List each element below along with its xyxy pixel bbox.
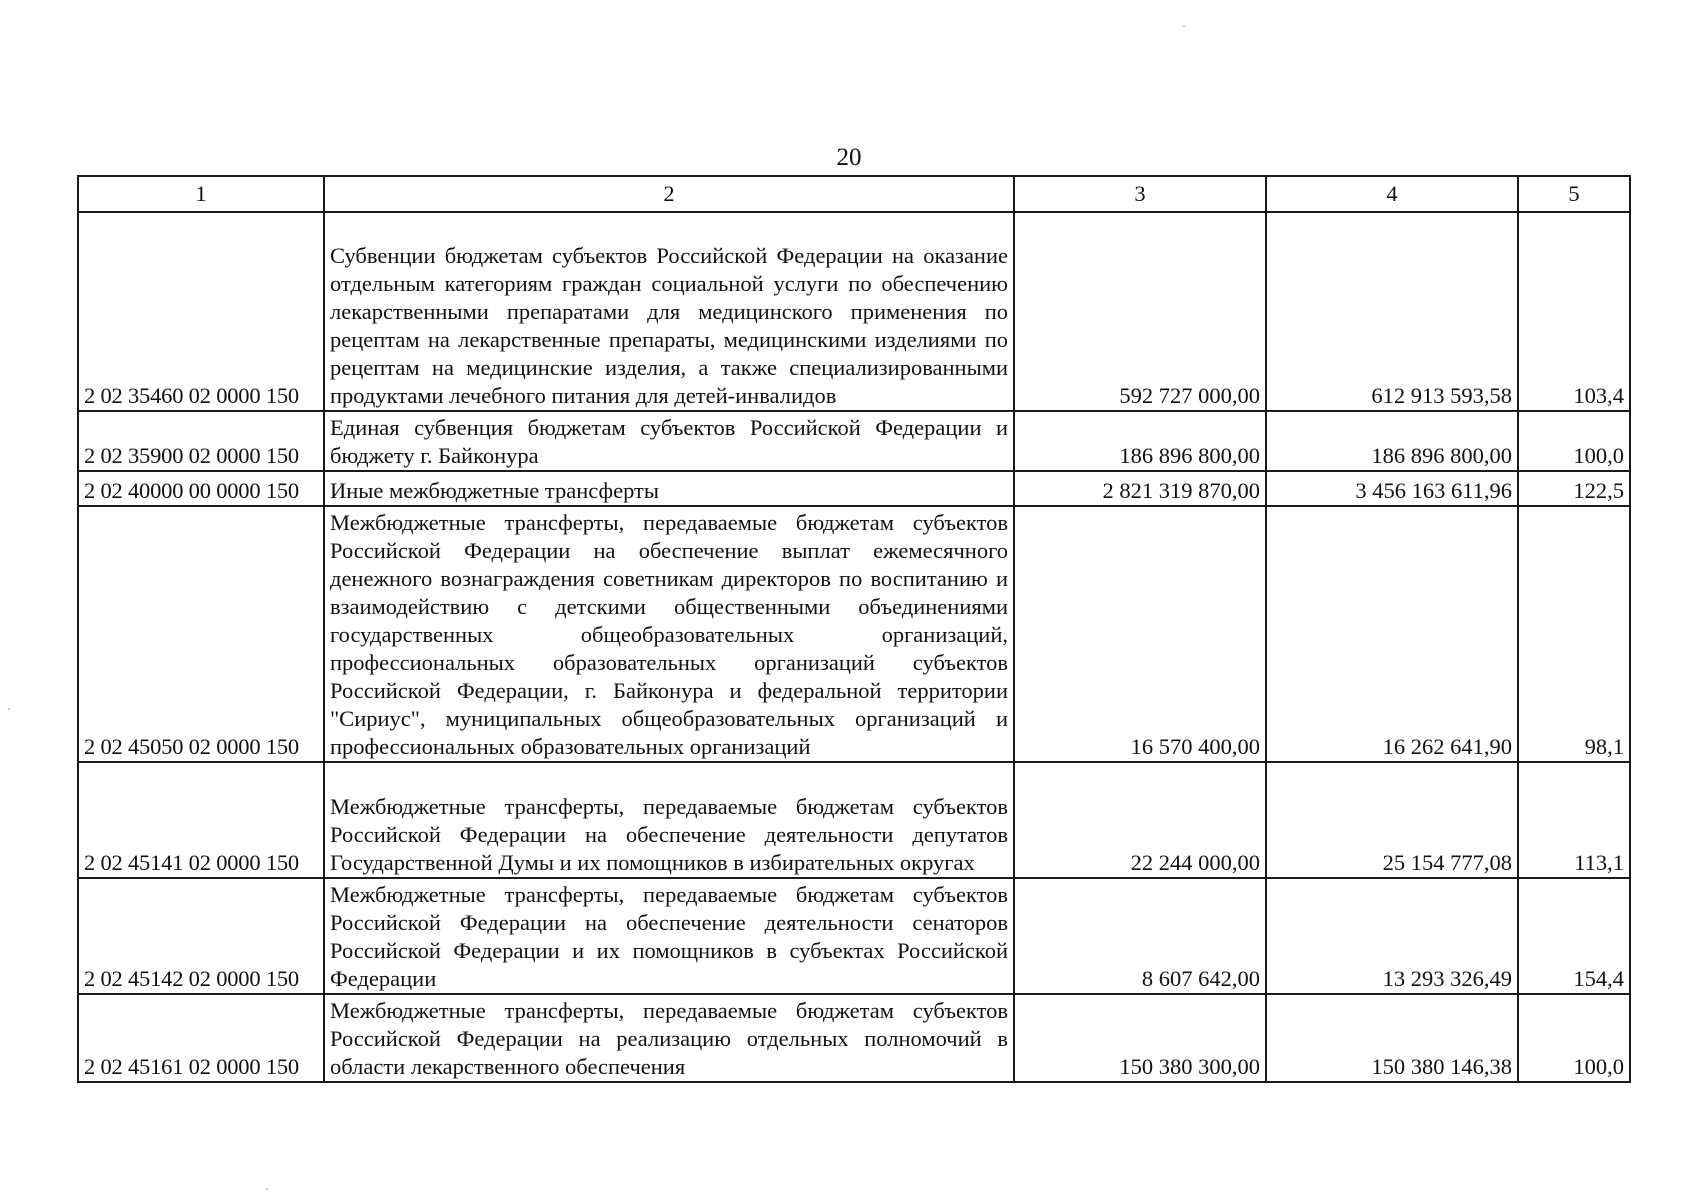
row-plan: 22 244 000,00 bbox=[1014, 762, 1266, 878]
row-code: 2 02 35460 02 0000 150 bbox=[78, 212, 324, 411]
row-plan: 186 896 800,00 bbox=[1014, 411, 1266, 471]
header-col-3: 3 bbox=[1014, 176, 1266, 212]
table-row bbox=[78, 411, 1630, 471]
row-name: Межбюджетные трансферты, передаваемые бюджетам субъектов Российской Федерации на обеспечение деятельности депутатов Государственной Думы и их помощников в избирательных округах bbox=[324, 762, 1014, 878]
row-percent: 154,4 bbox=[1518, 878, 1630, 994]
header-col-4: 4 bbox=[1266, 176, 1518, 212]
row-name: Единая субвенция бюджетам субъектов Российской Федерации и бюджету г. Байконура bbox=[324, 411, 1014, 471]
row-name: Иные межбюджетные трансферты bbox=[324, 471, 1014, 506]
row-code: 2 02 45141 02 0000 150 bbox=[78, 762, 324, 878]
row-plan: 16 570 400,00 bbox=[1014, 506, 1266, 762]
row-code: 2 02 40000 00 0000 150 bbox=[78, 471, 324, 506]
row-plan: 2 821 319 870,00 bbox=[1014, 471, 1266, 506]
row-percent: 100,0 bbox=[1518, 994, 1630, 1082]
row-name: Межбюджетные трансферты, передаваемые бюджетам субъектов Российской Федерации на реализацию отдельных полномочий в области лекарственного обеспечения bbox=[324, 994, 1014, 1082]
row-actual: 13 293 326,49 bbox=[1266, 878, 1518, 994]
row-plan: 592 727 000,00 bbox=[1014, 212, 1266, 411]
row-code: 2 02 45142 02 0000 150 bbox=[78, 878, 324, 994]
row-name: Межбюджетные трансферты, передаваемые бюджетам субъектов Российской Федерации на обеспечение выплат ежемесячного денежного вознаграждения советникам директоров по воспитанию и взаимодействию с детскими общественными объединениями государственных общеобразовательных организаций, профессиональных образовательных организаций субъектов Российской Федерации, г. Байконура и федеральной территории "Сириус", муниципальных общеобразовательных организаций и профессиональных образовательных организаций bbox=[324, 506, 1014, 762]
header-col-5: 5 bbox=[1518, 176, 1630, 212]
row-actual: 186 896 800,00 bbox=[1266, 411, 1518, 471]
scan-artifact-mark bbox=[8, 708, 10, 710]
budget-table bbox=[77, 175, 1631, 1083]
row-percent: 113,1 bbox=[1518, 762, 1630, 878]
table-row bbox=[78, 994, 1630, 1082]
row-actual: 25 154 777,08 bbox=[1266, 762, 1518, 878]
header-row bbox=[78, 176, 1630, 212]
table-row bbox=[78, 762, 1630, 878]
table-header bbox=[78, 176, 1630, 212]
scan-artifact-mark bbox=[266, 1188, 268, 1190]
table-body bbox=[78, 212, 1630, 1082]
row-plan: 150 380 300,00 bbox=[1014, 994, 1266, 1082]
row-actual: 150 380 146,38 bbox=[1266, 994, 1518, 1082]
row-actual: 16 262 641,90 bbox=[1266, 506, 1518, 762]
row-percent: 100,0 bbox=[1518, 411, 1630, 471]
row-percent: 122,5 bbox=[1518, 471, 1630, 506]
header-col-2: 2 bbox=[324, 176, 1014, 212]
row-name: Межбюджетные трансферты, передаваемые бюджетам субъектов Российской Федерации на обеспечение деятельности сенаторов Российской Федерации и их помощников в субъектах Российской Федерации bbox=[324, 878, 1014, 994]
row-code: 2 02 45161 02 0000 150 bbox=[78, 994, 324, 1082]
row-percent: 103,4 bbox=[1518, 212, 1630, 411]
table-row bbox=[78, 471, 1630, 506]
scan-artifact-mark bbox=[1183, 25, 1185, 27]
row-code: 2 02 45050 02 0000 150 bbox=[78, 506, 324, 762]
page-number: 20 bbox=[836, 144, 862, 171]
row-plan: 8 607 642,00 bbox=[1014, 878, 1266, 994]
table-row bbox=[78, 878, 1630, 994]
row-actual: 612 913 593,58 bbox=[1266, 212, 1518, 411]
row-name: Субвенции бюджетам субъектов Российской Федерации на оказание отдельным категориям граждан социальной услуги по обеспечению лекарственными препаратами для медицинского применения по рецептам на лекарственные препараты, медицинскими изделиями по рецептам на медицинские изделия, а также специализированными продуктами лечебного питания для детей-инвалидов bbox=[324, 212, 1014, 411]
row-actual: 3 456 163 611,96 bbox=[1266, 471, 1518, 506]
table-row bbox=[78, 212, 1630, 411]
table-row bbox=[78, 506, 1630, 762]
row-percent: 98,1 bbox=[1518, 506, 1630, 762]
row-code: 2 02 35900 02 0000 150 bbox=[78, 411, 324, 471]
header-col-1: 1 bbox=[78, 176, 324, 212]
